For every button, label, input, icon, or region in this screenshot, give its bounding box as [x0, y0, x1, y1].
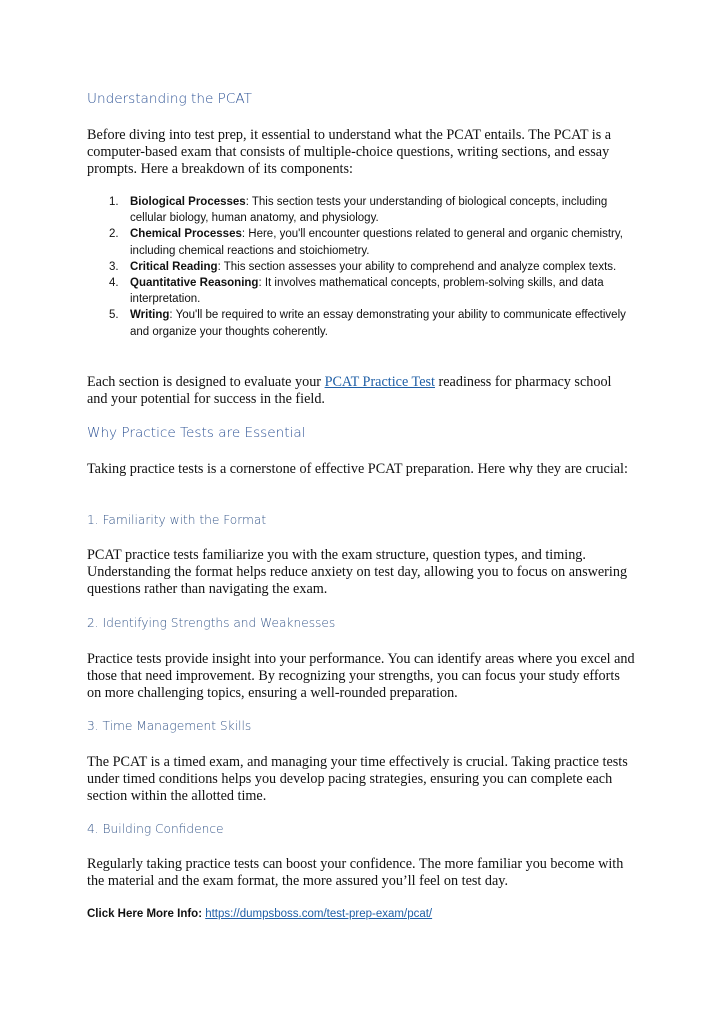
- footer-label: Click Here More Info:: [87, 908, 206, 920]
- list-number: 4.: [109, 277, 119, 290]
- heading-why-practice-tests: Why Practice Tests are Essential: [87, 425, 306, 441]
- subheading-strengths: 2. Identifying Strengths and Weaknesses: [87, 616, 336, 630]
- list-item: [87, 226, 635, 258]
- list-item: [87, 259, 635, 275]
- list-item-desc: : This section assesses your ability to comprehend and analyze complex texts.: [217, 260, 617, 273]
- list-item-desc: : You'll be required to write an essay demonstrating your ability to communicate effectively and organize your thoughts coherently.: [130, 309, 626, 338]
- list-item-desc: : This section tests your understanding of biological concepts, including cellular biology, human anatomy, and physiology.: [130, 196, 608, 225]
- each-section-text-pre: Each section is designed to evaluate your: [87, 374, 325, 390]
- list-number: 1.: [109, 196, 119, 208]
- familiarity-paragraph: PCAT practice tests familiarize you with the exam structure, question types, and timing. Understanding the format helps reduce anxiety on test day, allowing you to focus on answering questions rather than navigating the exam.: [87, 547, 628, 597]
- list-item-name: Biological Processes: [130, 196, 246, 208]
- list-number: 3.: [109, 260, 119, 273]
- each-section-text-post: readiness for pharmacy school and your potential for success in the field.: [87, 374, 612, 407]
- intro-paragraph: Before diving into test prep, it essential to understand what the PCAT entails. The PCAT is a computer-based exam that consists of multiple-choice questions, writing sections, and essay prompts. Here a breakdown of its components:: [87, 127, 612, 177]
- list-item: [87, 275, 635, 307]
- pcat-practice-test-link[interactable]: PCAT Practice Test: [324, 374, 435, 390]
- footer-more-info: [87, 908, 635, 920]
- list-item-name: Chemical Processes: [130, 228, 242, 241]
- why-paragraph: Taking practice tests is a cornerstone of effective PCAT preparation. Here why they are crucial:: [87, 461, 628, 477]
- subheading-confidence: 4. Building Confidence: [87, 822, 224, 836]
- more-info-link[interactable]: https://dumpsboss.com/test-prep-exam/pcat/: [205, 908, 433, 920]
- time-management-paragraph: The PCAT is a timed exam, and managing your time effectively is crucial. Taking practice tests under timed conditions helps you develop pacing strategies, ensuring you can complete each section within the allotted time.: [87, 754, 628, 804]
- list-item: [87, 194, 635, 226]
- strengths-paragraph: Practice tests provide insight into your performance. You can identify areas where you excel and those that need improvement. By recognizing your strengths, you can focus your study efforts on more challenging topics, ensuring a well-rounded preparation.: [87, 651, 635, 701]
- list-item-name: Critical Reading: [130, 260, 218, 273]
- list-number: 5.: [109, 309, 119, 322]
- subheading-time-management: 3. Time Management Skills: [87, 719, 252, 733]
- each-section-paragraph: [87, 374, 635, 408]
- list-number: 2.: [109, 228, 119, 241]
- confidence-paragraph: Regularly taking practice tests can boost your confidence. The more familiar you become with the material and the exam format, the more assured you’ll feel on test day.: [87, 856, 624, 889]
- heading-understanding-pcat: Understanding the PCAT: [87, 91, 252, 107]
- list-item-name: Quantitative Reasoning: [130, 277, 259, 290]
- subheading-familiarity: 1. Familiarity with the Format: [87, 513, 267, 527]
- list-item-name: Writing: [130, 309, 170, 322]
- list-item-desc: : It involves mathematical concepts, problem-solving skills, and data interpretation.: [130, 277, 604, 306]
- list-item-desc: : Here, you'll encounter questions related to general and organic chemistry, including chemical reactions and stoichiometry.: [130, 228, 623, 257]
- list-item: [87, 307, 635, 339]
- components-list: [87, 194, 635, 340]
